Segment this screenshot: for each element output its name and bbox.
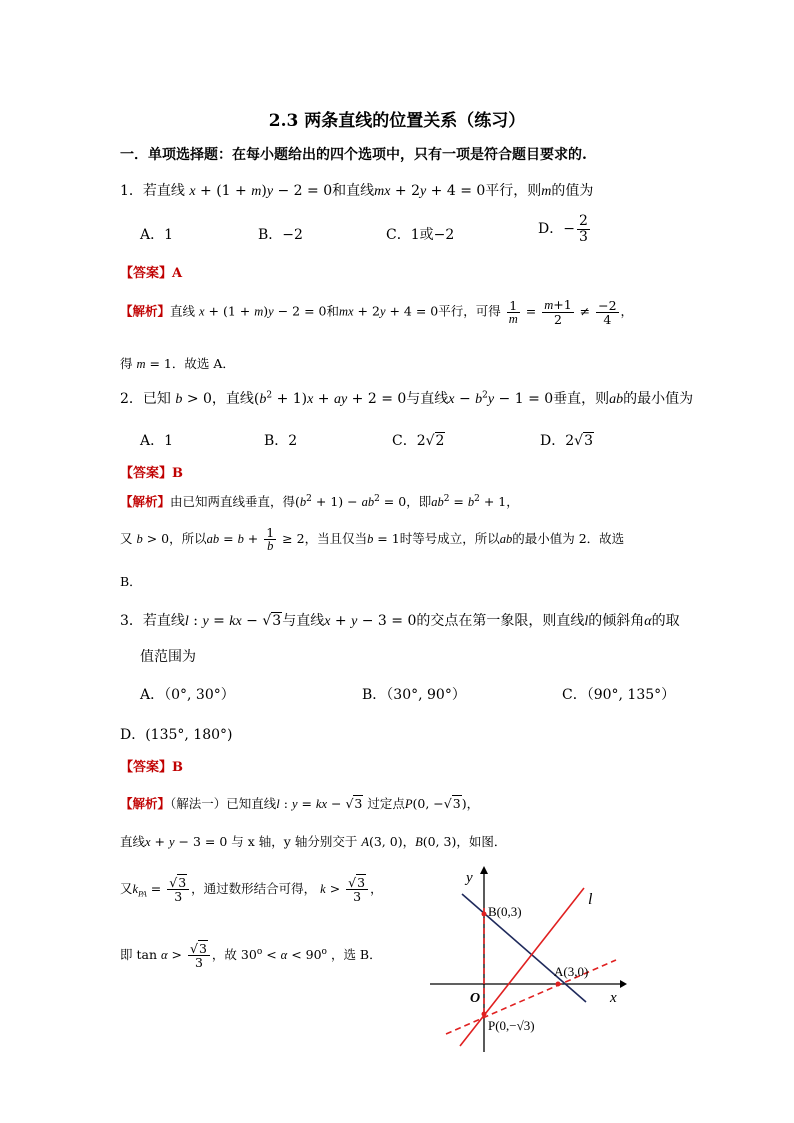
- q3-analysis-line2: 直线x + y − 3 = 0 与 x 轴，y 轴分别交于 A(3, 0)，B(0, 3)，如图．: [120, 834, 507, 849]
- q3-option-d: D．(135°, 180°): [120, 727, 233, 743]
- q1-option-c: C．1或−2: [386, 227, 455, 243]
- coordinate-figure: [420, 862, 630, 1054]
- q3-analysis-line3: 又$k_{PA}$ = $\frac{√3}{3}$ ，通过数形结合可得， k > $\frac{√3}{3}$ ，: [120, 875, 383, 905]
- point-b: [482, 912, 487, 917]
- q2-analysis-line2: 又 b > 0，所以ab = b + $\frac{1}{b}$ ≥ 2，当且仅当b = 1时等号成立，所以ab的最小值为 2．故选: [120, 525, 625, 554]
- q3-option-a: A．（0°, 30°）: [140, 687, 235, 703]
- point-a-label: A(3,0): [554, 964, 589, 979]
- question-3-line2: 值范围为: [140, 649, 196, 665]
- q2-option-b: B．2: [264, 433, 298, 449]
- origin-label: O: [470, 991, 481, 1006]
- page-title: 2.3 两条直线的位置关系（练习）: [268, 111, 526, 131]
- q1-option-a: A．1: [140, 227, 174, 243]
- q2-option-c: C．2√2: [392, 433, 445, 449]
- y-axis-arrow: [480, 866, 488, 874]
- q1-analysis-line2: 得 m = 1．故选 A．: [120, 356, 235, 371]
- q2-answer: 【答案】B: [120, 466, 184, 481]
- q3-option-c: C．（90°, 135°）: [562, 687, 676, 703]
- line-l-label: l: [588, 891, 593, 908]
- x-axis-arrow: [620, 980, 627, 988]
- point-b-label: B(0,3): [488, 904, 522, 919]
- q3-option-b: B．（30°, 90°）: [362, 687, 466, 703]
- question-1: 1．若直线 x + (1 + m)y − 2 = 0和直线mx + 2y + 4 = 0平行，则m的值为: [120, 183, 594, 199]
- q1-analysis-line1: 【解析】直线 x + (1 + m)y − 2 = 0和mx + 2y + 4 = 0平行，可得 $\frac{1}{m}$ = $\frac{m+1}{2}$ ≠ $\frac{-2}{4}$ ，: [120, 297, 634, 328]
- q2-option-d: D．2√3: [540, 433, 593, 449]
- question-2: 2．已知 b > 0，直线$(b^2 + 1)x$ + ay + 2 = 0与直线$x - b^2y - 1 = 0$垂直，则ab的最小值为: [120, 390, 694, 407]
- y-axis-label: y: [466, 870, 473, 886]
- q1-option-b: B．−2: [258, 227, 303, 243]
- q3-analysis-line4: 即 tan α > $\frac{√3}{3}$ ，故 $30^o < \alpha < 90^o$ ，选 B．: [120, 941, 382, 971]
- x-axis-label: x: [610, 990, 617, 1006]
- point-a: [556, 982, 561, 987]
- q3-answer: 【答案】B: [120, 760, 184, 775]
- point-p-label: P(0,−√3): [488, 1018, 535, 1033]
- question-3: 3．若直线l : y = kx − √3与直线x + y − 3 = 0的交点在第一象限，则直线l的倾斜角α的取: [120, 613, 680, 629]
- section-header: 一．单项选择题：在每小题给出的四个选项中，只有一项是符合题目要求的.: [120, 147, 587, 163]
- q1-answer: 【答案】A: [120, 266, 183, 281]
- q3-analysis-line1: 【解析】（解法一）已知直线l : y = kx − √3 过定点P(0, −√3)，: [120, 796, 480, 811]
- point-p: [482, 1012, 487, 1017]
- q2-analysis-line3: B．: [120, 574, 142, 589]
- q2-analysis-line1: 【解析】由已知两直线垂直，得$(b^2 + 1) - ab^2 = 0$，即$ab^2 = b^2 + 1$，: [120, 493, 519, 509]
- q2-option-a: A．1: [140, 433, 174, 449]
- q1-option-d: D．− $\frac{2}{3}$: [538, 213, 588, 245]
